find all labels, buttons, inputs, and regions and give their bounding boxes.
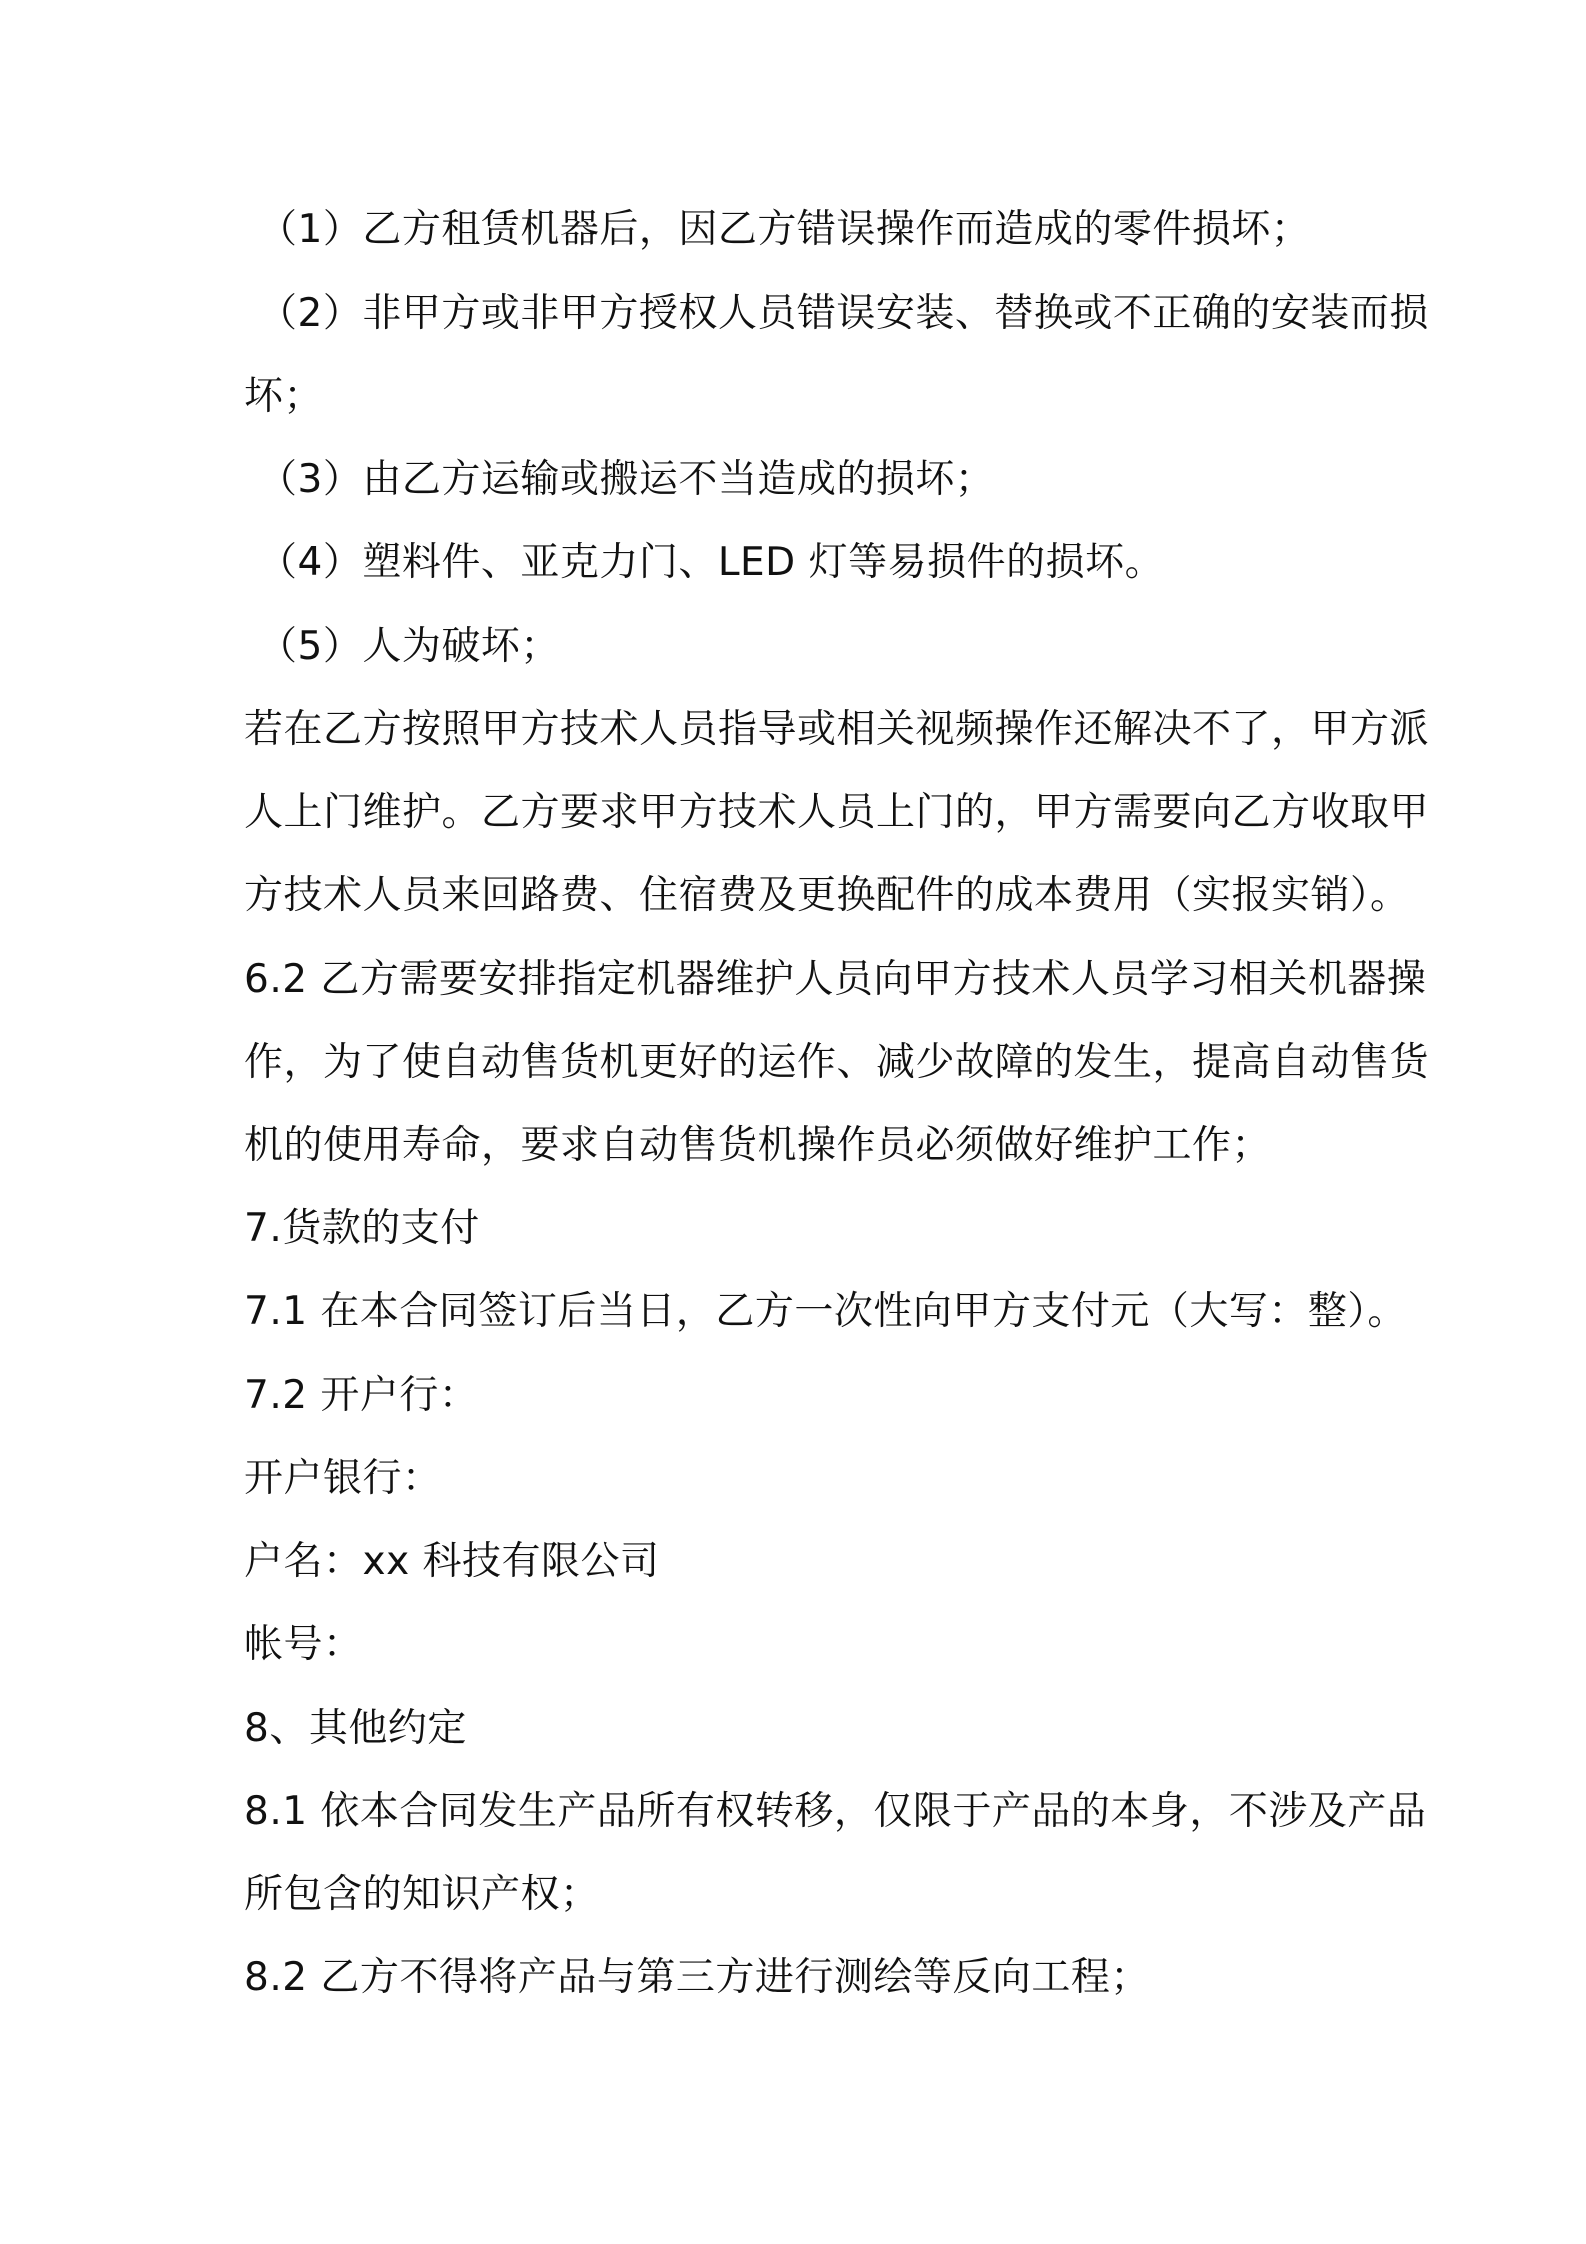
paragraph-line: 若在乙方按照甲方技术人员指导或相关视频操作还解决不了，甲方派 (244, 707, 1430, 752)
clause-item-2-continued: 坏； (244, 374, 324, 419)
account-name-field: 户名：xx 科技有限公司 (244, 1539, 660, 1584)
section-heading-7: 7.货款的支付 (244, 1206, 480, 1251)
section-heading-8: 8、其他约定 (244, 1706, 467, 1751)
paragraph-line: 作，为了使自动售货机更好的运作、减少故障的发生，提高自动售货 (244, 1040, 1430, 1085)
bank-name-field: 开户银行： (244, 1456, 442, 1501)
paragraph-line: 机的使用寿命，要求自动售货机操作员必须做好维护工作； (244, 1123, 1272, 1168)
clause-item-3: （3）由乙方运输或搬运不当造成的损坏； (258, 457, 995, 502)
clause-6-2: 6.2 乙方需要安排指定机器维护人员向甲方技术人员学习相关机器操 (244, 957, 1427, 1002)
paragraph-line: 方技术人员来回路费、住宿费及更换配件的成本费用（实报实销）。 (244, 873, 1410, 918)
paragraph-line: 人上门维护。乙方要求甲方技术人员上门的，甲方需要向乙方收取甲 (244, 790, 1430, 835)
clause-item-5: （5）人为破坏； (258, 624, 560, 669)
clause-7-2: 7.2 开户行： (244, 1373, 479, 1418)
paragraph-line: 所包含的知识产权； (244, 1872, 600, 1917)
clause-7-1: 7.1 在本合同签订后当日，乙方一次性向甲方支付元（大写：整）。 (244, 1289, 1407, 1334)
clause-8-1: 8.1 依本合同发生产品所有权转移，仅限于产品的本身，不涉及产品 (244, 1789, 1427, 1834)
clause-8-2: 8.2 乙方不得将产品与第三方进行测绘等反向工程； (244, 1955, 1150, 2000)
account-number-field: 帐号： (244, 1622, 363, 1667)
clause-item-4: （4）塑料件、亚克力门、LED 灯等易损件的损坏。 (258, 540, 1165, 585)
clause-item-1: （1）乙方租赁机器后，因乙方错误操作而造成的零件损坏； (258, 207, 1311, 252)
clause-item-2: （2）非甲方或非甲方授权人员错误安装、替换或不正确的安装而损 (258, 291, 1429, 336)
